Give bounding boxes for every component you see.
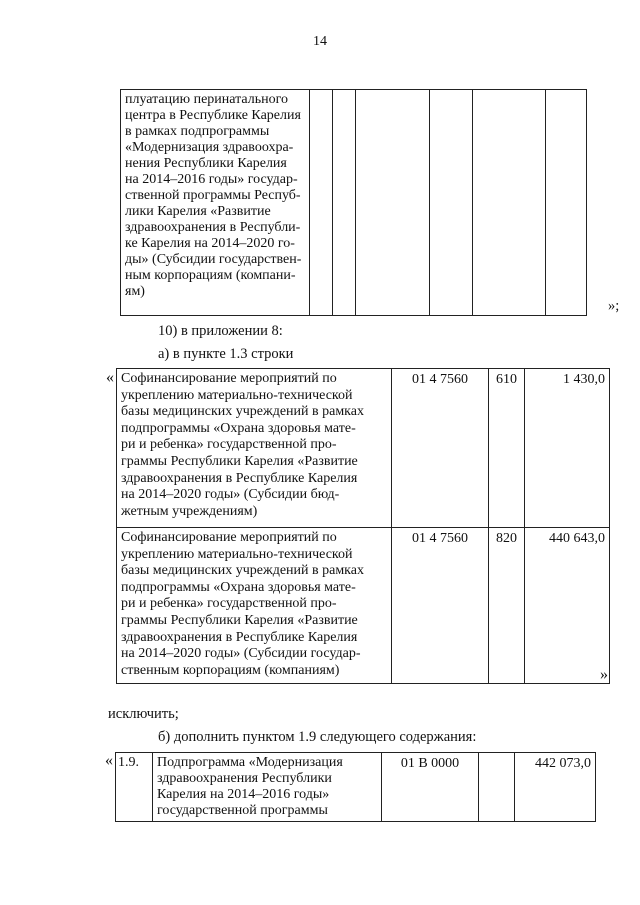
table-new-item [115, 752, 596, 822]
table1-text-cell [121, 90, 310, 316]
page-number: 14 [313, 34, 327, 49]
item-kind [479, 753, 515, 822]
table1-text: плуатацию перинатального центра в Республике Карелия в рамках подпрограммы «Модернизация здравоохра- нения Республики Карелия на 2014–2016 годы» государ- ственной программы Респуб- лики Карелия «Развитие здравоохранения в Республи- ке Карелия на 2014–2020 го- ды» (Субсидии государствен- ным корпорациям (компани- ям) [125, 92, 302, 299]
item-a-heading: а) в пункте 1.3 строки [158, 346, 294, 362]
row-text-cell [117, 369, 392, 528]
table1-empty-cell [546, 90, 587, 316]
table-row [117, 369, 610, 528]
row-kind: 610 [489, 369, 525, 528]
table2-close-quote: » [600, 666, 608, 683]
row-text: Софинансирование мероприятий по укреплению материально-технической базы медицинских учреждений в рамках подпрограммы «Охрана здоровья мате- ри и ребенка» государственной про- граммы Республики Карелия «Развитие здравоохранения в Республике Карелия на 2014–2020 годы» (Субсидии бюд- жетным учреждениям) [121, 371, 364, 519]
table1-empty-cell [310, 90, 333, 316]
table1-closing-quote: »; [608, 298, 620, 314]
table1-empty-cell [356, 90, 430, 316]
item-text: Подпрограмма «Модернизация здравоохранения Республики Карелия на 2014–2016 годы» государственной программы [157, 755, 343, 818]
row-text-cell [117, 528, 392, 684]
item-code: 01 В 0000 [382, 753, 479, 822]
item-sum: 442 073,0 [515, 753, 596, 822]
row-sum: 440 643,0 [525, 528, 610, 684]
row-kind: 820 [489, 528, 525, 684]
row-code: 01 4 7560 [392, 369, 489, 528]
table-row [116, 753, 596, 822]
row-text: Софинансирование мероприятий по укреплению материально-технической базы медицинских учреждений в рамках подпрограммы «Охрана здоровья мате- ри и ребенка» государственной про- граммы Республики Карелия «Развитие здравоохранения в Республике Карелия на 2014–2020 годы» (Субсидии государ- ственным корпорациям (компаниям) [121, 530, 364, 678]
item-10-heading: 10) в приложении 8: [158, 323, 283, 339]
exclude-text: исключить; [108, 706, 179, 722]
table1-empty-cell [430, 90, 473, 316]
table2-open-quote: « [106, 369, 114, 386]
row-code: 01 4 7560 [392, 528, 489, 684]
item-number: 1.9. [116, 753, 153, 822]
table3-open-quote: « [105, 752, 113, 769]
table1-empty-cell [473, 90, 546, 316]
item-b-heading: б) дополнить пунктом 1.9 следующего содержания: [158, 729, 477, 745]
row-sum: 1 430,0 [525, 369, 610, 528]
table1-empty-cell [333, 90, 356, 316]
item-text-cell [153, 753, 382, 822]
table-continuation [120, 89, 587, 316]
table-rows-to-exclude [116, 368, 610, 684]
table-row [117, 528, 610, 684]
